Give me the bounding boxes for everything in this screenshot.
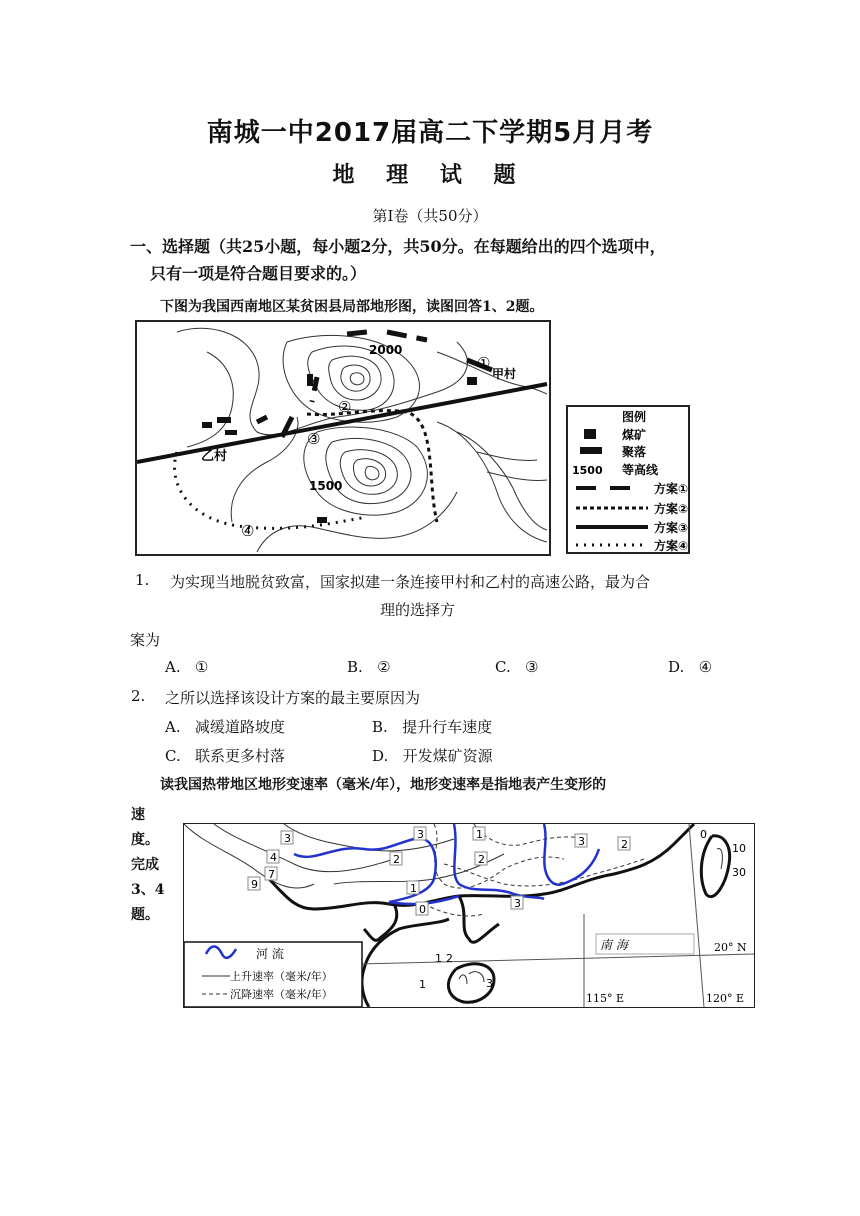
q2-text: 之所以选择该设计方案的最主要原因为 [165,689,421,707]
village-jia-label: 甲村 [492,367,517,381]
q1-option-c-value: ③ [525,658,539,676]
rate-label-9: 2 [393,853,400,866]
topo-map [135,320,551,556]
marker-1: ① [477,354,491,372]
q1-text-3: 案为 [130,631,161,649]
volume-heading: 第Ⅰ卷（共50分） [372,207,488,225]
rate-label-3: 1 [476,828,483,841]
q2-option-b-value: 提升行车速度 [402,718,493,736]
q2-option-d-value: 开发煤矿资源 [402,747,493,765]
rate-label-12: 0 [419,903,426,916]
topo-map-svg [137,322,549,554]
contour-label-1500: 1500 [309,479,343,493]
rate-label-13: 3 [514,897,521,910]
rate-label-15: 10 [732,842,746,855]
intro-2-side-5: 题。 [131,907,159,923]
rate-label-16: 30 [732,866,746,879]
q2-option-b[interactable] [372,716,492,737]
q2-option-d[interactable] [372,745,493,766]
intro-2-side-1: 速 [131,807,145,823]
q2-option-c[interactable] [165,745,285,766]
q2-option-b-letter: B. [372,718,388,736]
intro-2-side [131,803,164,928]
rate-label-2: 3 [417,828,424,841]
rate-label-6: 4 [270,851,277,864]
q2-option-d-letter: D. [372,747,389,765]
rate-label-20: 3 [486,977,493,990]
marker-4: ④ [241,522,255,540]
legend-plan-2: 方案② [654,502,688,516]
legend-village: 聚落 [622,445,647,459]
q1-text: 为实现当地脱贫致富，国家拟建一条连接甲村和乙村的高速公路，最为合 [170,573,651,591]
village-yi-label: 乙村 [201,449,228,464]
q2-option-a-value: 减缓道路坡度 [194,718,285,736]
q1-option-a-value: ① [194,658,209,676]
q1-option-a[interactable] [165,658,208,676]
q1-option-b[interactable] [347,658,391,676]
lon-label-115: 115° E [586,992,625,1005]
deformation-map [183,823,755,1008]
rate-label-10: 2 [478,853,485,866]
rate-label-14: 0 [700,828,707,841]
q1-option-b-letter: B. [347,658,363,676]
intro-1: 下图为我国西南地区某贫困县局部地形图，读图回答1、2题。 [160,299,544,315]
rate-label-7: 7 [268,868,275,881]
intro-2: 读我国热带地区地形变速率（毫米/年），地形变速率是指地表产生变形的 [160,777,607,793]
section-line-2: 只有一项是符合题目要求的。） [150,264,367,283]
page-title: 南城一中2017届高二下学期5月月考 [206,118,654,148]
rate-label-18: 2 [446,952,453,965]
q1-option-d-value: ④ [698,658,713,676]
q1-option-d-letter: D. [668,658,685,676]
q1-number: 1. [135,571,150,589]
section-heading [130,233,750,287]
rate-label-1: 3 [284,832,291,845]
legend-plan-1: 方案① [654,482,688,496]
rate-label-5: 2 [621,838,628,851]
q1-option-c[interactable] [495,658,538,676]
page-subtitle: 地 理 试 题 [332,162,528,188]
deformation-map-svg [184,824,754,1007]
legend-coal: 煤矿 [622,428,647,442]
q1-text-2: 理的选择方 [380,601,456,619]
rate-label-19: 1 [419,978,426,991]
q2-option-a[interactable] [165,716,285,737]
lon-label-120: 120° E [706,992,745,1005]
topo-legend-svg [568,407,688,552]
section-line-1: 一、选择题（共25小题，每小题2分，共50分。在每题给出的四个选项中， [130,237,666,256]
q2-number: 2. [131,687,146,705]
q1-option-b-value: ② [377,658,391,676]
marker-3: ③ [307,430,321,448]
sea-label: 南 海 [600,938,628,952]
q1-option-d[interactable] [668,658,712,676]
intro-2-side-4: 3、4 [131,882,165,898]
rate-label-4: 3 [578,835,585,848]
q2-option-c-value: 联系更多村落 [195,747,286,765]
marker-2: ② [338,398,352,416]
intro-2-side-2: 度。 [131,832,159,848]
lat-label: 20° N [714,941,747,954]
legend-river: 河 流 [256,947,284,961]
q1-option-a-letter: A. [165,658,181,676]
legend-contour-value: 1500 [572,464,603,477]
legend-plan-3: 方案③ [654,521,688,535]
legend-title: 图例 [622,410,647,424]
contour-label-2000: 2000 [369,343,403,357]
legend-uplift: 上升速率（毫米/年） [230,970,333,983]
rate-label-8: 9 [251,878,258,891]
legend-subside: 沉降速率（毫米/年） [230,988,333,1001]
rate-label-11: 1 [410,882,417,895]
q2-option-c-letter: C. [165,747,181,765]
intro-2-side-3: 完成 [131,857,159,873]
rate-label-17: 1 [435,952,442,965]
legend-contour: 等高线 [622,463,659,477]
topo-legend [566,405,690,554]
q1-option-c-letter: C. [495,658,511,676]
legend-plan-4: 方案④ [654,539,688,552]
q2-option-a-letter: A. [165,718,181,736]
